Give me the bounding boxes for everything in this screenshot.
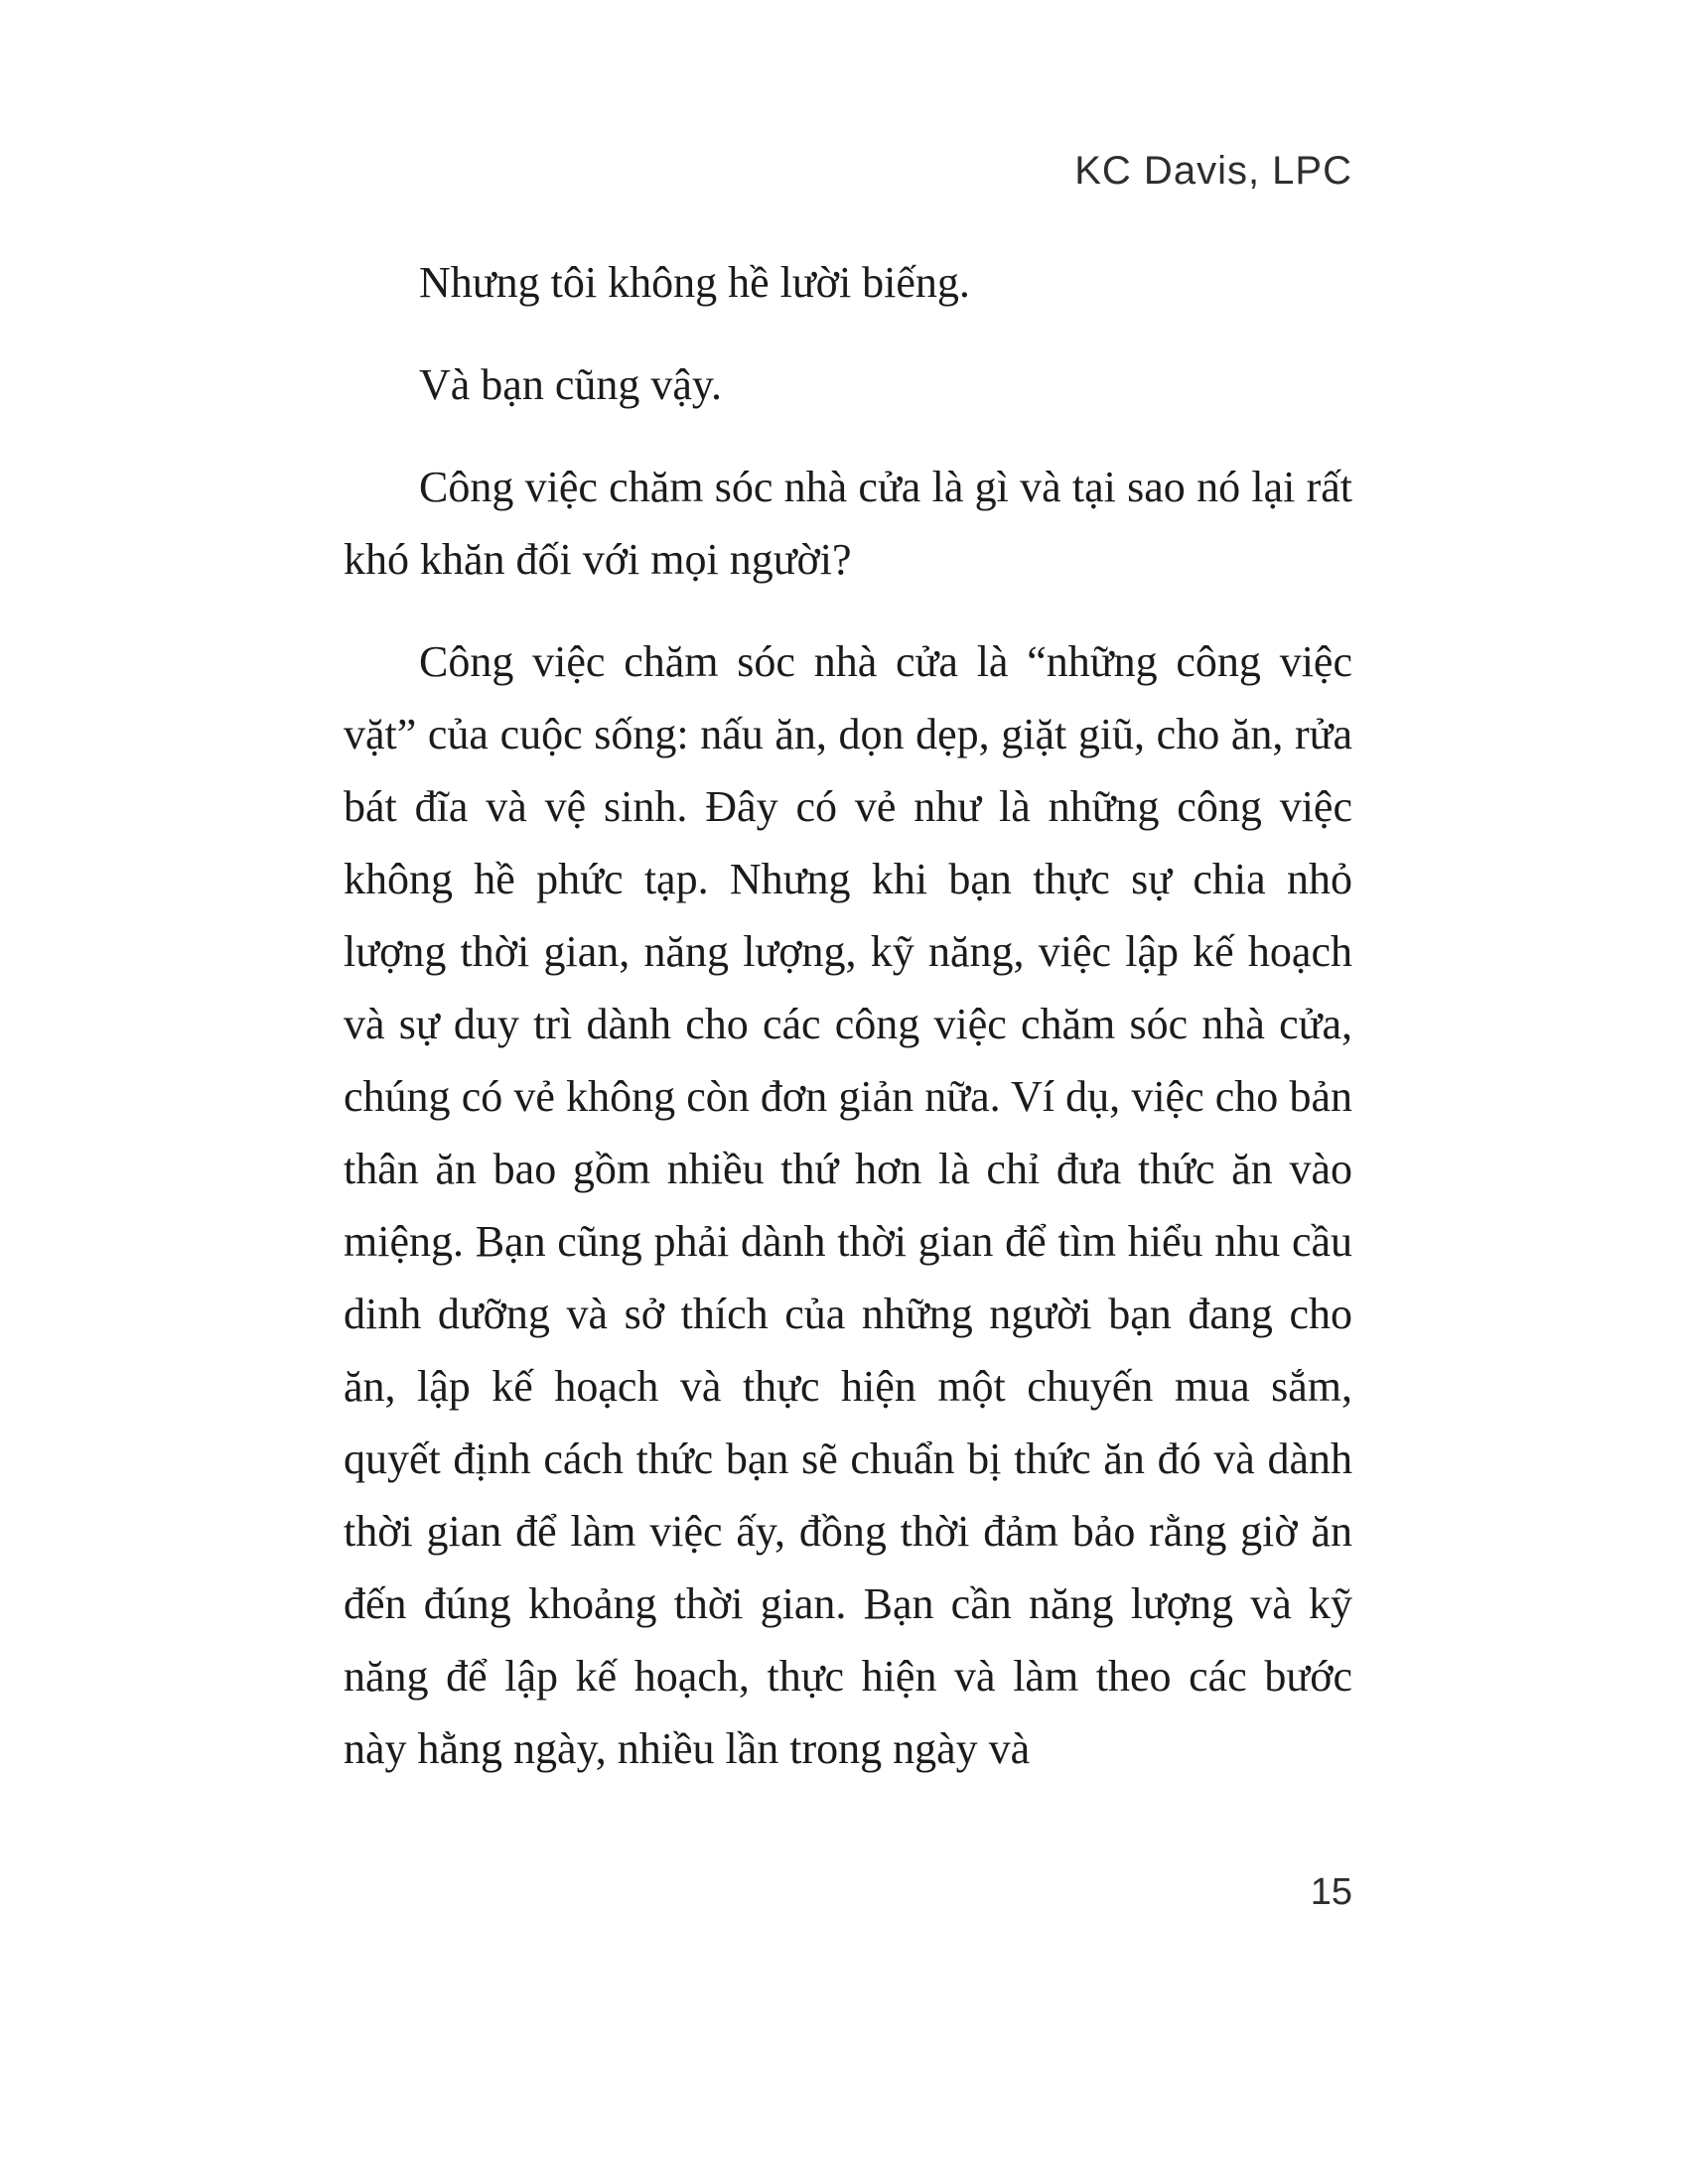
page-number: 15 (1310, 1871, 1352, 1913)
body-text (344, 246, 1352, 1815)
author-name: KC Davis, LPC (1074, 149, 1352, 193)
paragraph-2: Và bạn cũng vậy. (419, 360, 723, 409)
paragraph-1: Nhưng tôi không hề lười biếng. (419, 258, 970, 307)
paragraph-3: Công việc chăm sóc nhà cửa là gì và tại sao nó lại rất khó khăn đối với mọi người? (344, 463, 1352, 584)
running-header (0, 149, 1352, 194)
paragraph-4: Công việc chăm sóc nhà cửa là “những công việc vặt” của cuộc sống: nấu ăn, dọn dẹp, giặt giũ, cho ăn, rửa bát đĩa và vệ sinh. Đây có vẻ như là những công việc không hề phức tạp. Nhưng khi bạn thực sự chia nhỏ lượng thời gian, năng lượng, kỹ năng, việc lập kế hoạch và sự duy trì dành cho các công việc chăm sóc nhà cửa, chúng có vẻ không còn đơn giản nữa. Ví dụ, việc cho bản thân ăn bao gồm nhiều thứ hơn là chỉ đưa thức ăn vào miệng. Bạn cũng phải dành thời gian để tìm hiểu nhu cầu dinh dưỡng và sở thích của những người bạn đang cho ăn, lập kế hoạch và thực hiện một chuyến mua sắm, quyết định cách thức bạn sẽ chuẩn bị thức ăn đó và dành thời gian để làm việc ấy, đồng thời đảm bảo rằng giờ ăn đến đúng khoảng thời gian. Bạn cần năng lượng và kỹ năng để lập kế hoạch, thực hiện và làm theo các bước này hằng ngày, nhiều lần trong ngày và (344, 637, 1352, 1773)
